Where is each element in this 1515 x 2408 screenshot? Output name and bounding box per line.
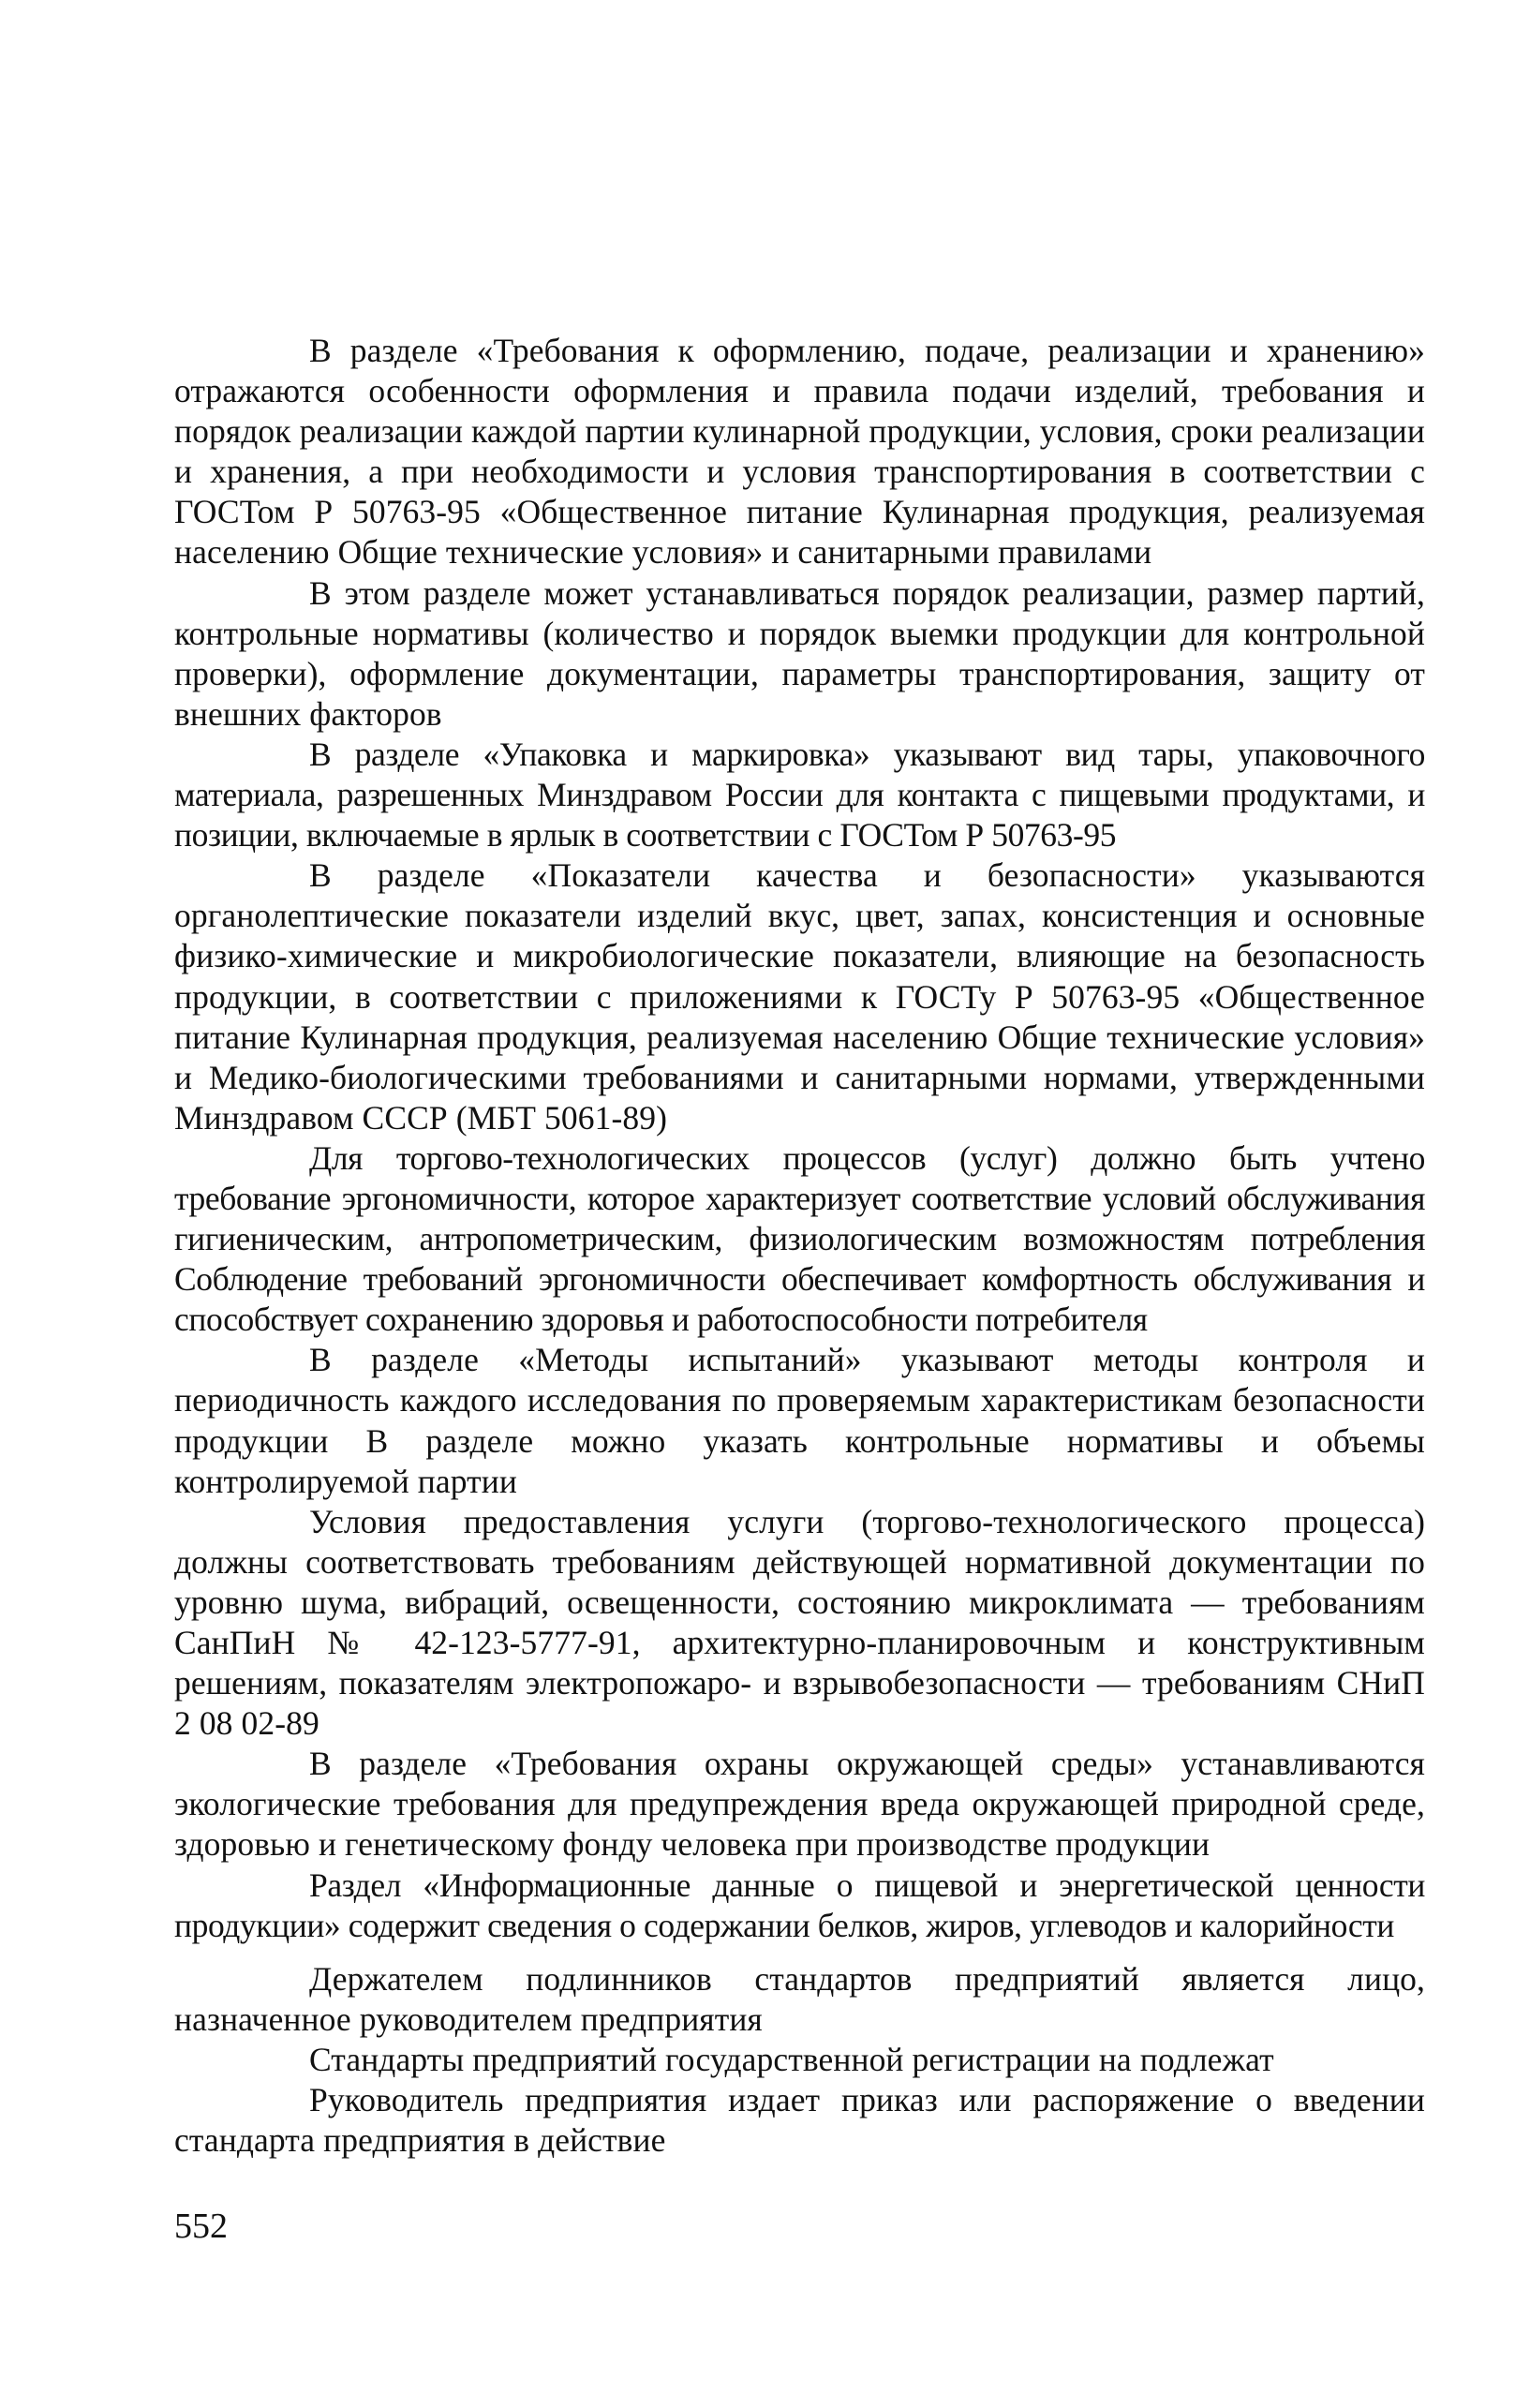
paragraph-requirements-presentation: В разделе «Требования к оформлению, подаче, реализации и хранению» отражаются особенности оформления и правила подачи изделий, требования и порядок реализации каждой партии кулинарной продукции, условия, сроки реализации и хранения, а при необходимости и условия транспортирования в соответствии с ГОСТом Р 50763-95 «Общественное питание Кулинарная продукция, реализуемая населению Общие технические условия» и санитарными правилами — [174, 332, 1425, 572]
paragraph-environment: В разделе «Требования охраны окружающей среды» устанавливаются экологические требования для предупреждения вреда окружающей природной среде, здоровью и генетическому фонду человека при производстве продукции — [174, 1745, 1425, 1864]
paragraph-quality-safety: В разделе «Показатели качества и безопасности» указываются органолептические показатели изделий вкус, цвет, запах, консистенция и основные физико-химические и микробиологические показатели, влияющие на безопасность продукции, в соответствии с приложениями к ГОСТу Р 50763-95 «Общественное питание Кулинарная продукция, реализуемая населению Общие технические условия» и Медико-биологическими требованиями и санитарными нормами, утвержденными Минздравом СССР (МБТ 5061-89) — [174, 856, 1425, 1137]
paragraph-ergonomics: Для торгово-технологических процессов (услуг) должно быть учтено требование эргономичности, которое характеризует соответствие условий обслуживания гигиеническим, антропометрическим, физиологическим возможностям потребления Соблюдение требований эргономичности обеспечивает комфортность обслуживания и способствует сохранению здоровья и работоспособности потребителя — [174, 1138, 1425, 1339]
paragraph-registration: Стандарты предприятий государственной регистрации на подлежат — [309, 2040, 1274, 2078]
paragraph-originals-holder: Держателем подлинников стандартов предприятий является лицо, назначенное руководителем предприятия — [174, 1959, 1425, 2038]
paragraph-section-contents: В этом разделе может устанавливаться порядок реализации, размер партий, контрольные нормативы (количество и порядок выемки продукции для контрольной проверки), оформление документации, параметры транспортирования, защиту от внешних факторов — [174, 573, 1425, 733]
paragraph-nutrition-info: Раздел «Информационные данные о пищевой и энергетической ценности продукции» содержит сведения о содержании белков, жиров, углеводов и калорийности — [174, 1865, 1425, 1944]
page-number: 552 — [174, 2207, 228, 2246]
paragraph-enactment: Руководитель предприятия издает приказ или распоряжение о введении стандарта предприятия в действие — [174, 2081, 1425, 2160]
paragraph-test-methods: В разделе «Методы испытаний» указывают методы контроля и периодичность каждого исследования по проверяемым характеристикам безопасности продукции В разделе можно указать контрольные нормативы и объемы контролируемой партии — [174, 1341, 1425, 1500]
paragraph-service-conditions: Условия предоставления услуги (торгово-технологического процесса) должны соответствовать требованиям действующей нормативной документации по уровню шума, вибраций, освещенности, состоянию микроклимата — требованиям СанПиН № 42-123-5777-91, архитектурно-планировочным и конструктивным решениям, показателям электропожаро- и взрывобезопасности — требованиям СНиП 2 08 02-89 — [174, 1502, 1425, 1743]
paragraph-packaging-labeling: В разделе «Упаковка и маркировка» указывают вид тары, упаковочного материала, разрешенных Минздравом России для контакта с пищевыми продуктами, и позиции, включаемые в ярлык в соответствии с ГОСТом Р 50763-95 — [174, 735, 1425, 855]
body-text — [174, 331, 1425, 2161]
